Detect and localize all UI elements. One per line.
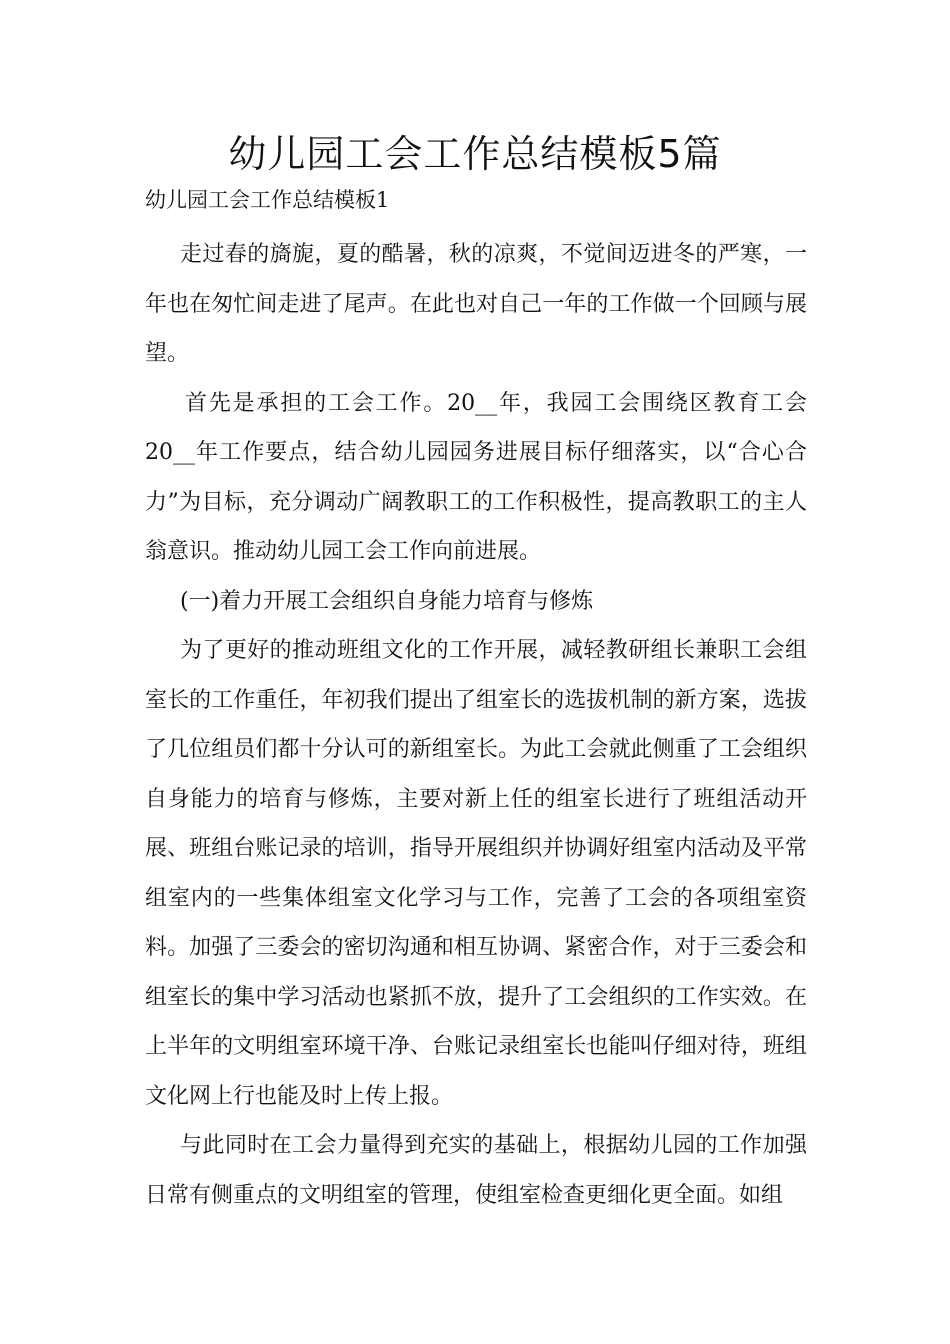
section-heading: (一)着力开展工会组织自身能力培育与修炼	[180, 588, 594, 614]
paragraph-team-building: 为了更好的推动班组文化的工作开展，减轻教研组长兼职工会组室长的工作重任，年初我们提出了组室长的选拔机制的新方案，选拔了几位组员们都十分认可的新组室长。为此工会就此侧重了工会组织自身能力的培育与修炼，主要对新上任的组室长进行了班组活动开展、班组台账记录的培训，指导开展组织并协调好组室内活动及平常组室内的一些集体组室文化学习与工作，完善了工会的各项组室资料。加强了三委会的密切沟通和相互协调、紧密合作，对于三委会和组室长的集中学习活动也紧抓不放，提升了工会组织的工作实效。在上半年的文明组室环境干净、台账记录组室长也能叫仔细对待，班组文化网上行也能及时上传上报。	[145, 638, 807, 1109]
document-body	[145, 230, 807, 1220]
paragraph-management: 与此同时在工会力量得到充实的基础上，根据幼儿园的工作加强日常有侧重点的文明组室的管理，使组室检查更细化更全面。如组	[145, 1133, 807, 1208]
paragraph-intro: 走过春的旖旎，夏的酷暑，秋的凉爽，不觉间迈进冬的严寒，一年也在匆忙间走进了尾声。在此也对自己一年的工作做一个回顾与展望。	[145, 242, 807, 366]
paragraph-union-work: 首先是承担的工会工作。20__年，我园工会围绕区教育工会20__年工作要点，结合幼儿园园务进展目标仔细落实，以“合心合力”为目标，充分调动广阔教职工的工作积极性，提高教职工的主人翁意识。推动幼儿园工会工作向前进展。	[145, 390, 807, 564]
document-title: 幼儿园工会工作总结模板5篇	[228, 132, 722, 176]
document-subtitle: 幼儿园工会工作总结模板1	[145, 188, 390, 212]
